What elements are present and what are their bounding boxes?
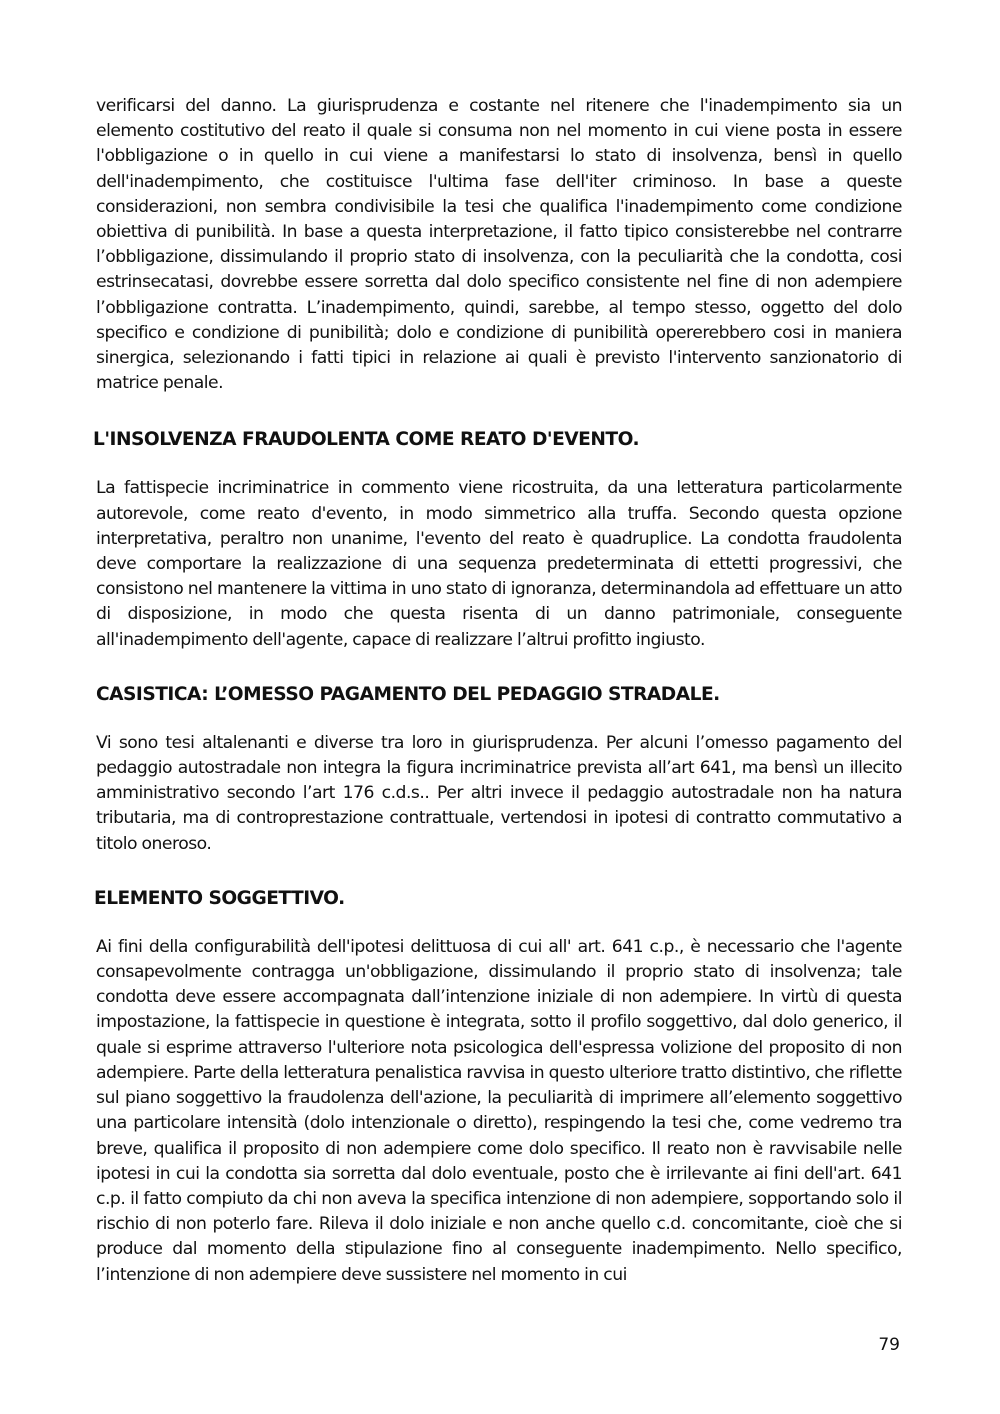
- section-heading: ELEMENTO SOGGETTIVO.: [94, 887, 345, 909]
- section-heading: L'INSOLVENZA FRAUDOLENTA COME REATO D'EVENTO.: [93, 429, 640, 451]
- body-paragraph: Ai fini della configurabilità dell'ipotesi delittuosa di cui all' art. 641 c.p., è necessario che l'agente consapevolmente contragga un'obbligazione, dissimulando il proprio stato di insolvenza; tale condotta deve essere accompagnata dall’intenzione iniziale di non adempiere. In virtù di questa impostazione, la fattispecie in questione è integrata, sotto il profilo soggettivo, dal dolo generico, il quale si esprime attraverso l'ulteriore nota psicologica dell'espressa volizione del proposito di non adempiere. Parte della letteratura penalistica ravvisa in questo ulteriore tratto distintivo, che riflette sul piano soggettivo la fraudolenza dell'azione, la peculiarità di imprimere all’elemento soggettivo una particolare intensità (dolo intenzionale o diretto), respingendo la tesi che, come vedremo tra breve, qualifica il proposito di non adempiere come dolo specifico. Il reato non è ravvisabile nelle ipotesi in cui la condotta sia sorretta dal dolo eventuale, posto che è irrilevante ai fini dell'art. 641 c.p. il fatto compiuto da chi non aveva la specifica intenzione di non adempiere, sopportando solo il rischio di non poterlo fare. Rileva il dolo iniziale e non anche quello c.d. concomitante, cioè che si produce dal momento della stipulazione fino al conseguente inadempimento. Nello specifico, l’intenzione di non adempiere deve sussistere nel momento in cui: [96, 936, 902, 1285]
- body-paragraph: Vi sono tesi altalenanti e diverse tra loro in giurisprudenza. Per alcuni l’omesso pagamento del pedaggio autostradale non integra la figura incriminatrice prevista all’art 641, ma bensì un illecito amministrativo secondo l’art 176 c.d.s.. Per altri invece il pedaggio autostradale non ha natura tributaria, ma di controprestazione contrattuale, vertendosi in ipotesi di contratto commutativo a titolo oneroso.: [96, 732, 902, 854]
- section-heading: CASISTICA: L’OMESSO PAGAMENTO DEL PEDAGGIO STRADALE.: [96, 683, 720, 705]
- document-page: [93, 94, 902, 1288]
- page-number: 79: [878, 1335, 900, 1355]
- body-paragraph: La fattispecie incriminatrice in commento viene ricostruita, da una letteratura particolarmente autorevole, come reato d'evento, in modo simmetrico alla truffa. Secondo questa opzione interpretativa, peraltro non unanime, l'evento del reato è quadruplice. La condotta fraudolenta deve comportare la realizzazione di una sequenza predeterminata di ettetti progressivi, che consistono nel mantenere la vittima in uno stato di ignoranza, determinandola ad effettuare un atto di disposizione, in modo che questa risenta di un danno patrimoniale, conseguente all'inadempimento dell'agente, capace di realizzare l’altrui profitto ingiusto.: [96, 478, 902, 650]
- body-paragraph: verificarsi del danno. La giurisprudenza e costante nel ritenere che l'inadempimento sia un elemento costitutivo del reato il quale si consuma non nel momento in cui viene posta in essere l'obbligazione o in quello in cui viene a manifestarsi lo stato di insolvenza, bensì in quello dell'inadempimento, che costituisce l'ultima fase dell'iter criminoso. In base a queste considerazioni, non sembra condivisibile la tesi che qualifica l'inadempimento come condizione obiettiva di punibilità. In base a questa interpretazione, il fatto tipico consisterebbe nel contrarre l’obbligazione, dissimulando il proprio stato di insolvenza, con la peculiarità che la condotta, cosi estrinsecatasi, dovrebbe essere sorretta dal dolo specifico consistente nel fine di non adempiere l’obbligazione contratta. L’inadempimento, quindi, sarebbe, al tempo stesso, oggetto del dolo specifico e condizione di punibilità; dolo e condizione di punibilità opererebbero cosi in maniera sinergica, selezionando i fatti tipici in relazione ai quali è previsto l'intervento sanzionatorio di matrice penale.: [96, 96, 902, 394]
